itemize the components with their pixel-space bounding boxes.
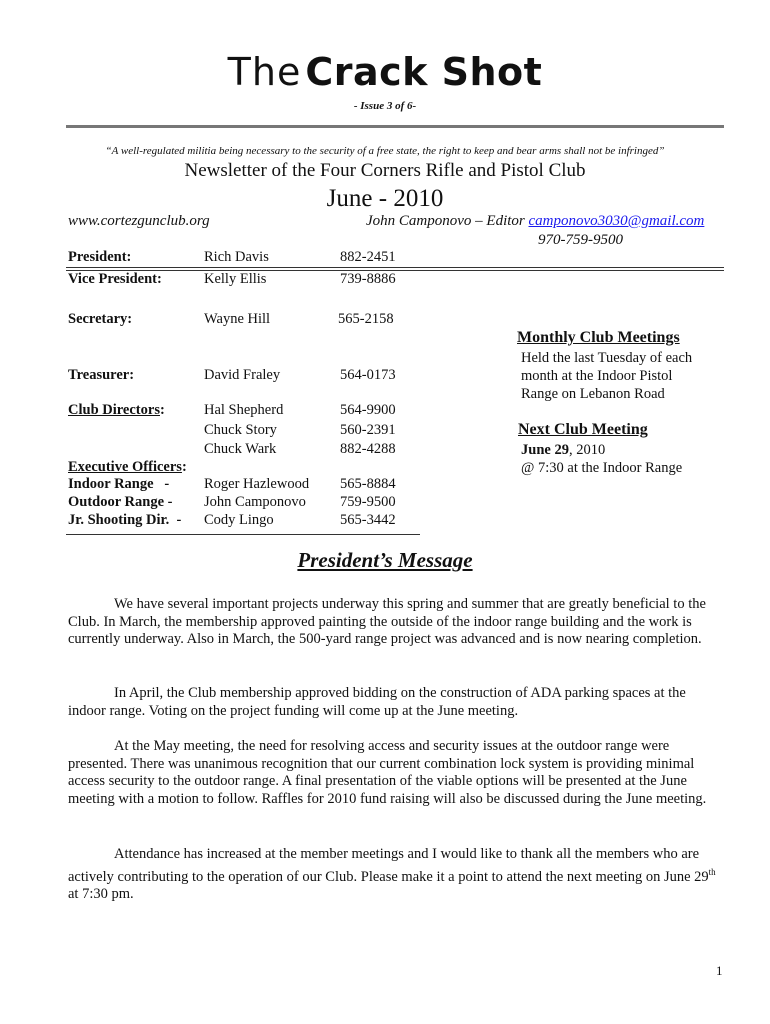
- secretary-label: Secretary:: [68, 311, 133, 327]
- secretary-name: Wayne Hill: [204, 311, 271, 327]
- secretary-phone: 565-2158: [338, 311, 394, 327]
- exec-phone: 565-3442: [340, 512, 396, 528]
- director-phone: 882-4288: [340, 441, 396, 457]
- exec-name: Cody Lingo: [204, 512, 274, 528]
- club-website-link[interactable]: www.cortezgunclub.org: [68, 213, 210, 229]
- message-paragraph: Attendance has increased at the member meetings and I would like to thank all the members who are actively contributing to the operation of our Club. Please make it a point to attend the next meeting on June 29th at 7:30 pm.: [68, 846, 716, 903]
- director-name: Chuck Story: [204, 422, 277, 438]
- newsletter-subtitle: Newsletter of the Four Corners Rifle and Pistol Club: [184, 160, 586, 181]
- exec-name: John Camponovo: [204, 494, 306, 510]
- exec-phone: 759-9500: [340, 494, 396, 510]
- issue-number: - Issue 3 of 6-: [353, 100, 417, 112]
- officers-bottom-rule: [66, 534, 200, 535]
- title-crack-shot: Crack Shot: [305, 50, 543, 94]
- exec-role-label: Outdoor Range -: [68, 494, 173, 510]
- exec-name: Roger Hazlewood: [204, 476, 310, 492]
- exec-phone: 565-8884: [340, 476, 396, 492]
- motto-quote: “A well-regulated militia being necessary to the security of a free state, the right to keep and bear arms shall not be infringed”: [105, 145, 665, 157]
- director-name: Hal Shepherd: [204, 402, 284, 418]
- title-the: The: [227, 50, 302, 94]
- exec-role-label: Indoor Range -: [68, 476, 170, 492]
- next-meeting-date: June 29, 2010: [521, 442, 606, 458]
- treasurer-phone: 564-0173: [340, 367, 396, 383]
- editor-info: [366, 213, 704, 230]
- monthly-meetings-heading: Monthly Club Meetings: [517, 329, 680, 346]
- executive-officers-label: Executive Officers:: [68, 459, 187, 475]
- officers-bottom-rule: [200, 534, 420, 535]
- treasurer-name: David Fraley: [204, 367, 281, 383]
- issue-month: June - 2010: [326, 185, 444, 212]
- monthly-meetings-line: Range on Lebanon Road: [521, 386, 665, 402]
- page-number: 1: [716, 963, 723, 978]
- director-phone: 560-2391: [340, 422, 396, 438]
- header-divider: [66, 125, 724, 128]
- message-paragraph: In April, the Club membership approved bidding on the construction of ADA parking spaces at the indoor range. Voting on the project funding will come up at the June meeting.: [68, 685, 686, 719]
- director-phone: 564-9900: [340, 402, 396, 418]
- next-meeting-time: @ 7:30 at the Indoor Range: [521, 460, 683, 476]
- presidents-message-heading: President’s Message: [297, 548, 473, 572]
- message-paragraph: At the May meeting, the need for resolving access and security issues at the outdoor range were presented. There was unanimous recognition that our current combination lock system is providing minimal access security to the outdoor range. A final presentation of the viable options will be presented at the June meeting with a motion to follow. Raffles for 2010 fund raising will also be discussed during the June meeting.: [68, 738, 707, 807]
- club-directors-label: Club Directors:: [68, 402, 165, 418]
- exec-role-label: Jr. Shooting Dir. -: [68, 512, 182, 528]
- director-name: Chuck Wark: [204, 441, 277, 457]
- next-meeting-heading: Next Club Meeting: [518, 421, 648, 438]
- vice-president-name: Kelly Ellis: [204, 271, 267, 287]
- message-paragraph: We have several important projects underway this spring and summer that are greatly beneficial to the Club. In March, the membership approved painting the outside of the indoor range building and the work is currently underway. Also in March, the 500-yard range project was advanced and is now nearing completion.: [68, 596, 706, 648]
- editor-phone: 970-759-9500: [538, 232, 623, 248]
- editor-email-link[interactable]: camponovo3030@gmail.com: [528, 213, 705, 229]
- editor-label: John Camponovo – Editor: [366, 213, 529, 229]
- newsletter-title: [0, 50, 770, 94]
- treasurer-label: Treasurer:: [68, 367, 135, 383]
- president-label: President:: [68, 249, 132, 265]
- vice-president-phone: 739-8886: [340, 271, 396, 287]
- vice-president-label: Vice President:: [68, 271, 162, 287]
- monthly-meetings-line: Held the last Tuesday of each: [521, 350, 693, 366]
- president-name: Rich Davis: [204, 249, 269, 265]
- president-phone: 882-2451: [340, 249, 396, 265]
- monthly-meetings-line: month at the Indoor Pistol: [521, 368, 673, 384]
